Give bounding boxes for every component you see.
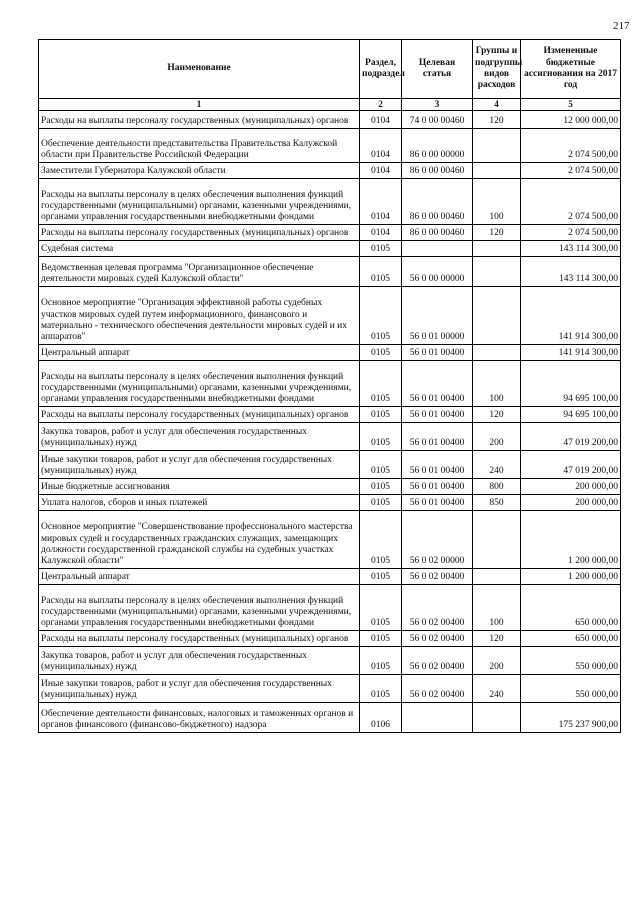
- row-target: 86 0 00 00460: [402, 224, 473, 240]
- row-target: [402, 240, 473, 256]
- row-amount: 143 114 300,00: [521, 256, 621, 286]
- row-group: 200: [473, 646, 521, 674]
- row-section: 0105: [360, 494, 402, 510]
- row-amount: 200 000,00: [521, 478, 621, 494]
- row-section: 0105: [360, 630, 402, 646]
- table-row: [39, 568, 621, 584]
- row-amount: 47 019 200,00: [521, 422, 621, 450]
- row-group: 240: [473, 674, 521, 702]
- row-section: 0105: [360, 510, 402, 568]
- header-target: Целевая статья: [402, 40, 473, 99]
- row-section: 0105: [360, 344, 402, 360]
- table-row: [39, 128, 621, 162]
- row-section: 0105: [360, 674, 402, 702]
- row-name: Расходы на выплаты персоналу в целях обеспечения выполнения функций государственными (муниципальными) органами, казенными учреждениями, органами управления государственными внебюджетными фондами: [39, 584, 360, 630]
- row-name: Расходы на выплаты персоналу государственных (муниципальных) органов: [39, 630, 360, 646]
- row-group: [473, 568, 521, 584]
- row-amount: 47 019 200,00: [521, 450, 621, 478]
- row-section: 0105: [360, 406, 402, 422]
- row-name: Закупка товаров, работ и услуг для обеспечения государственных (муниципальных) нужд: [39, 422, 360, 450]
- row-amount: 200 000,00: [521, 494, 621, 510]
- row-target: 56 0 00 00000: [402, 256, 473, 286]
- row-target: 56 0 02 00400: [402, 646, 473, 674]
- page-number: 217: [613, 20, 630, 32]
- row-amount: 550 000,00: [521, 646, 621, 674]
- row-name: Основное мероприятие "Организация эффективной работы судебных участков мировых судей путем информационного, финансового и материально - технического обеспечения деятельности мировых судей и их аппаратов": [39, 286, 360, 344]
- row-amount: 650 000,00: [521, 584, 621, 630]
- table-row: [39, 286, 621, 344]
- row-target: 56 0 02 00400: [402, 630, 473, 646]
- row-name: Расходы на выплаты персоналу в целях обеспечения выполнения функций государственными (муниципальными) органами, казенными учреждениями, органами управления государственными внебюджетными фондами: [39, 178, 360, 224]
- table-row: [39, 584, 621, 630]
- row-name: Иные закупки товаров, работ и услуг для обеспечения государственных (муниципальных) нужд: [39, 674, 360, 702]
- row-amount: 650 000,00: [521, 630, 621, 646]
- row-target: 56 0 01 00400: [402, 494, 473, 510]
- row-name: Обеспечение деятельности представительства Правительства Калужской области при Правительстве Российской Федерации: [39, 128, 360, 162]
- row-group: 120: [473, 224, 521, 240]
- row-group: [473, 286, 521, 344]
- table-row: [39, 674, 621, 702]
- row-target: 86 0 00 00460: [402, 178, 473, 224]
- column-number: 4: [473, 99, 521, 111]
- table-row: [39, 240, 621, 256]
- row-group: 120: [473, 110, 521, 128]
- row-amount: 12 000 000,00: [521, 110, 621, 128]
- table-row: [39, 162, 621, 178]
- budget-table: [38, 39, 621, 733]
- row-group: 200: [473, 422, 521, 450]
- header-amount: Измененные бюджетные ассигнования на 2017 год: [521, 40, 621, 99]
- table-row: [39, 422, 621, 450]
- header-row: [39, 40, 621, 99]
- row-target: 74 0 00 00460: [402, 110, 473, 128]
- row-name: Расходы на выплаты персоналу государственных (муниципальных) органов: [39, 224, 360, 240]
- row-group: 100: [473, 360, 521, 406]
- row-name: Центральный аппарат: [39, 568, 360, 584]
- column-number: 2: [360, 99, 402, 111]
- row-group: 800: [473, 478, 521, 494]
- row-name: Обеспечение деятельности финансовых, налоговых и таможенных органов и органов финансового (финансово-бюджетного) надзора: [39, 702, 360, 732]
- row-amount: 1 200 000,00: [521, 510, 621, 568]
- table-row: [39, 450, 621, 478]
- header-section: Раздел, подраздел: [360, 40, 402, 99]
- row-section: 0105: [360, 256, 402, 286]
- row-group: [473, 240, 521, 256]
- row-name: Закупка товаров, работ и услуг для обеспечения государственных (муниципальных) нужд: [39, 646, 360, 674]
- row-name: Иные бюджетные ассигнования: [39, 478, 360, 494]
- row-section: 0104: [360, 162, 402, 178]
- table-body: [39, 110, 621, 732]
- column-number: 3: [402, 99, 473, 111]
- row-group: 100: [473, 584, 521, 630]
- row-group: 120: [473, 630, 521, 646]
- row-name: Судебная система: [39, 240, 360, 256]
- row-group: [473, 256, 521, 286]
- row-target: 56 0 02 00400: [402, 568, 473, 584]
- table-row: [39, 510, 621, 568]
- row-target: 56 0 01 00000: [402, 286, 473, 344]
- row-name: Заместители Губернатора Калужской области: [39, 162, 360, 178]
- row-amount: 2 074 500,00: [521, 178, 621, 224]
- table-row: [39, 406, 621, 422]
- row-target: 86 0 00 00460: [402, 162, 473, 178]
- column-number: 1: [39, 99, 360, 111]
- table-row: [39, 478, 621, 494]
- header-groups: Группы и подгруппы видов расходов: [473, 40, 521, 99]
- row-section: 0105: [360, 360, 402, 406]
- row-amount: 141 914 300,00: [521, 344, 621, 360]
- row-name: Основное мероприятие "Совершенствование профессионального мастерства мировых судей и государственных гражданских служащих, замещающих должности государственной гражданской службы на судебных участках Калужской области": [39, 510, 360, 568]
- row-group: [473, 128, 521, 162]
- row-name: Центральный аппарат: [39, 344, 360, 360]
- table-row: [39, 344, 621, 360]
- row-name: Уплата налогов, сборов и иных платежей: [39, 494, 360, 510]
- row-amount: 141 914 300,00: [521, 286, 621, 344]
- row-target: 56 0 01 00400: [402, 422, 473, 450]
- row-name: Расходы на выплаты персоналу государственных (муниципальных) органов: [39, 406, 360, 422]
- row-name: Ведомственная целевая программа "Организационное обеспечение деятельности мировых судей Калужской области": [39, 256, 360, 286]
- row-target: 56 0 01 00400: [402, 360, 473, 406]
- row-section: 0105: [360, 240, 402, 256]
- table-row: [39, 110, 621, 128]
- row-group: 120: [473, 406, 521, 422]
- column-number: 5: [521, 99, 621, 111]
- row-target: 86 0 00 00000: [402, 128, 473, 162]
- table-row: [39, 630, 621, 646]
- row-target: 56 0 01 00400: [402, 406, 473, 422]
- row-amount: 94 695 100,00: [521, 360, 621, 406]
- row-target: 56 0 01 00400: [402, 450, 473, 478]
- row-section: 0105: [360, 646, 402, 674]
- row-section: 0105: [360, 584, 402, 630]
- column-number-row: [39, 99, 621, 111]
- row-amount: 2 074 500,00: [521, 128, 621, 162]
- row-amount: 175 237 900,00: [521, 702, 621, 732]
- row-target: 56 0 02 00400: [402, 674, 473, 702]
- row-target: 56 0 01 00400: [402, 344, 473, 360]
- table-row: [39, 224, 621, 240]
- row-group: 240: [473, 450, 521, 478]
- table-row: [39, 178, 621, 224]
- row-name: Расходы на выплаты персоналу государственных (муниципальных) органов: [39, 110, 360, 128]
- table-row: [39, 494, 621, 510]
- row-group: [473, 510, 521, 568]
- row-amount: 2 074 500,00: [521, 224, 621, 240]
- row-group: [473, 702, 521, 732]
- row-amount: 143 114 300,00: [521, 240, 621, 256]
- table-row: [39, 646, 621, 674]
- table-row: [39, 702, 621, 732]
- row-section: 0104: [360, 178, 402, 224]
- row-section: 0105: [360, 286, 402, 344]
- row-target: 56 0 01 00400: [402, 478, 473, 494]
- row-section: 0106: [360, 702, 402, 732]
- row-section: 0105: [360, 450, 402, 478]
- row-amount: 94 695 100,00: [521, 406, 621, 422]
- table-row: [39, 256, 621, 286]
- row-target: [402, 702, 473, 732]
- row-target: 56 0 02 00400: [402, 584, 473, 630]
- row-section: 0105: [360, 422, 402, 450]
- row-name: Расходы на выплаты персоналу в целях обеспечения выполнения функций государственными (муниципальными) органами, казенными учреждениями, органами управления государственными внебюджетными фондами: [39, 360, 360, 406]
- row-group: 850: [473, 494, 521, 510]
- row-group: [473, 162, 521, 178]
- row-group: 100: [473, 178, 521, 224]
- row-section: 0104: [360, 224, 402, 240]
- header-name: Наименование: [39, 40, 360, 99]
- row-target: 56 0 02 00000: [402, 510, 473, 568]
- row-name: Иные закупки товаров, работ и услуг для обеспечения государственных (муниципальных) нужд: [39, 450, 360, 478]
- row-group: [473, 344, 521, 360]
- table-row: [39, 360, 621, 406]
- row-amount: 1 200 000,00: [521, 568, 621, 584]
- row-section: 0105: [360, 568, 402, 584]
- row-section: 0105: [360, 478, 402, 494]
- row-section: 0104: [360, 128, 402, 162]
- row-amount: 550 000,00: [521, 674, 621, 702]
- row-section: 0104: [360, 110, 402, 128]
- row-amount: 2 074 500,00: [521, 162, 621, 178]
